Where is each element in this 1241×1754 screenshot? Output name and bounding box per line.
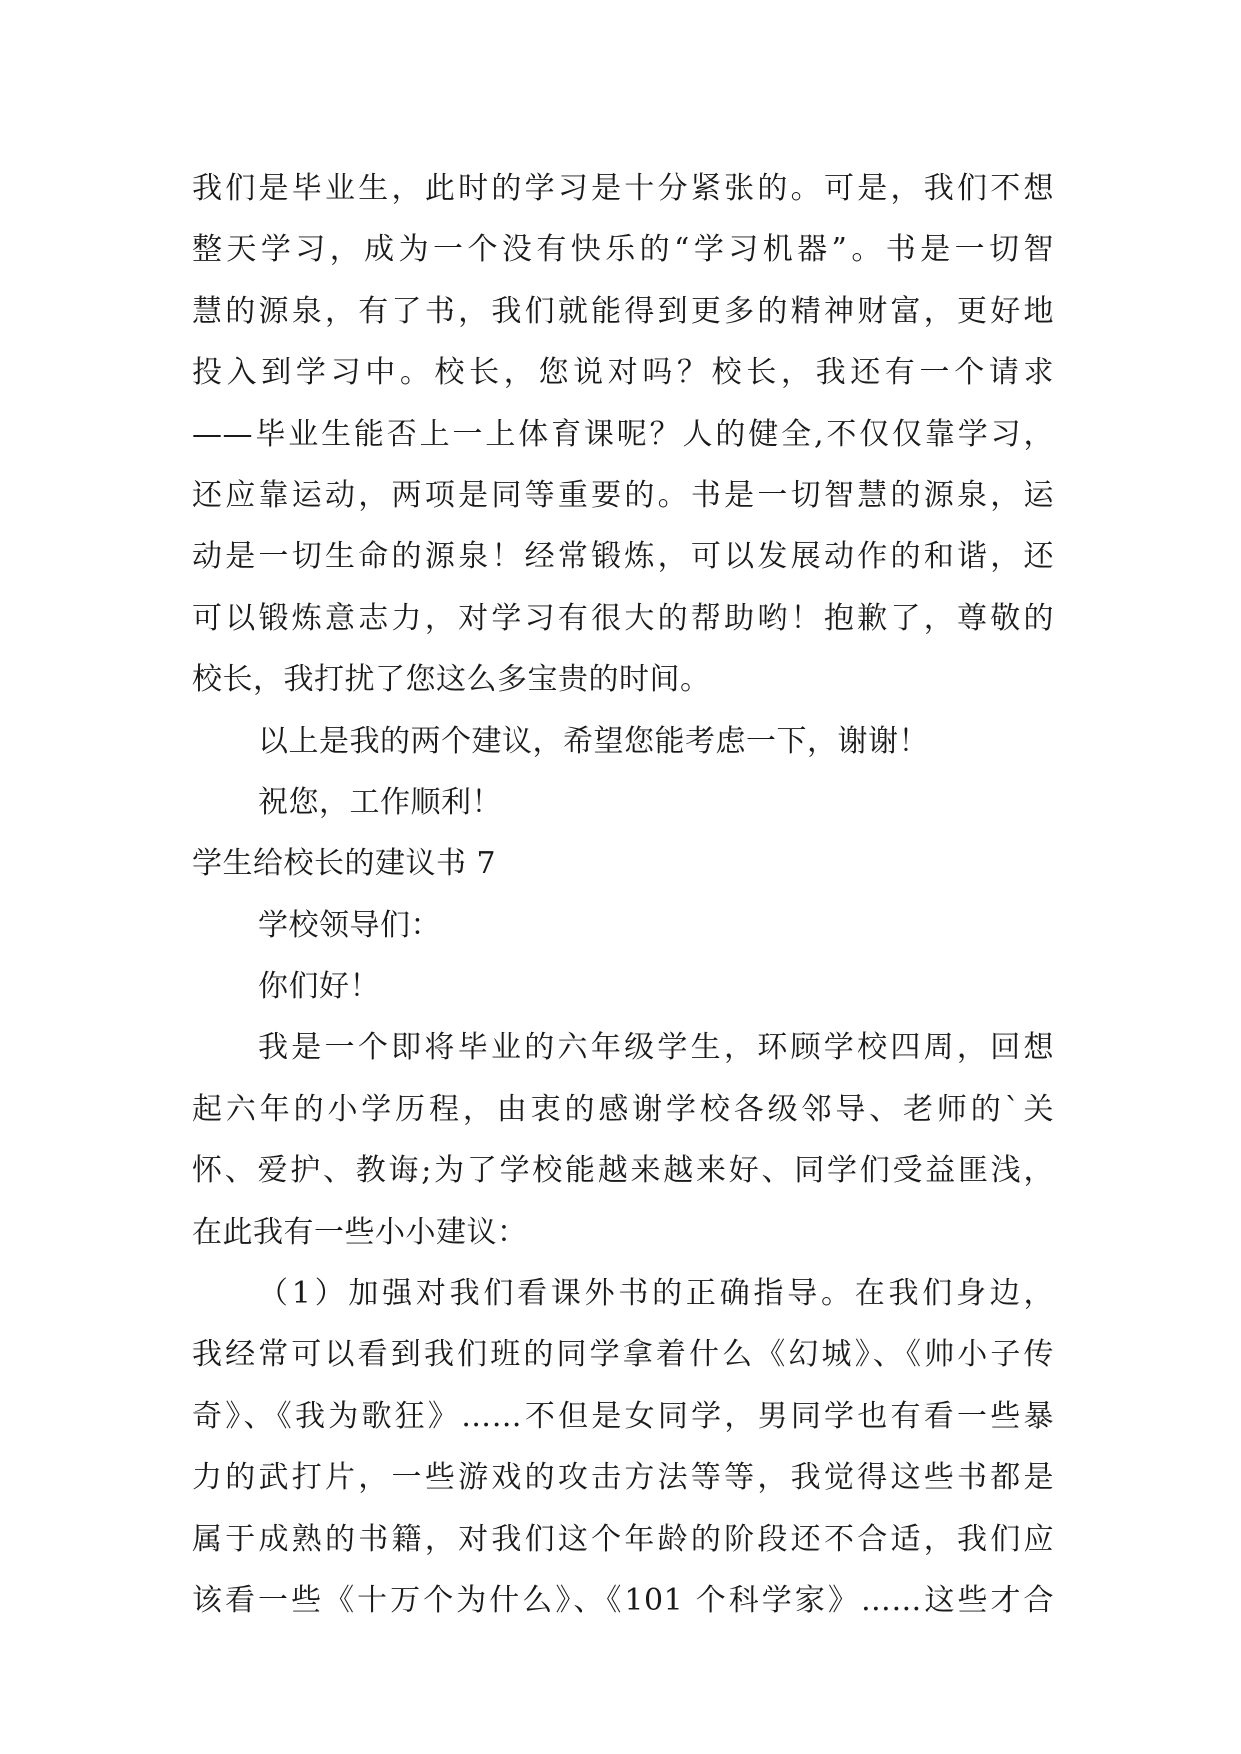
body-text — [192, 158, 1054, 1631]
text-line: 属于成熟的书籍，对我们这个年龄的阶段还不合适，我们应 — [192, 1521, 1054, 1557]
text-line: 投入到学习中。校长，您说对吗？校长，我还有一个请求 — [192, 355, 1054, 391]
text-line: 在此我有一些小小建议： — [192, 1214, 528, 1250]
greeting: 你们好！ — [258, 969, 380, 1005]
text-line: （1）加强对我们看课外书的正确指导。在我们身边， — [258, 1276, 1054, 1312]
text-line: 该看一些《十万个为什么》、《101 个科学家》……这些才合 — [192, 1582, 1054, 1618]
text-line: 奇》、《我为歌狂》……不但是女同学，男同学也有看一些暴 — [192, 1398, 1054, 1434]
text-line: 校长，我打扰了您这么多宝贵的时间。 — [192, 662, 711, 698]
text-line: 力的武打片，一些游戏的攻击方法等等，我觉得这些书都是 — [192, 1460, 1054, 1496]
closing-line: 祝您，工作顺利！ — [258, 784, 502, 820]
text-line: 我经常可以看到我们班的同学拿着什么《幻城》、《帅小子传 — [192, 1337, 1054, 1373]
text-line: 还应靠运动，两项是同等重要的。书是一切智慧的源泉，运 — [192, 477, 1054, 513]
text-line: 我们是毕业生，此时的学习是十分紧张的。可是，我们不想 — [192, 171, 1054, 206]
salutation: 学校领导们： — [258, 907, 441, 943]
text-line: 怀、爱护、教诲;为了学校能越来越来好、同学们受益匪浅， — [192, 1153, 1054, 1189]
text-line: 整天学习，成为一个没有快乐的“学习机器”。书是一切智 — [192, 232, 1054, 268]
text-line: 动是一切生命的源泉！经常锻炼，可以发展动作的和谐，还 — [192, 539, 1054, 575]
text-line: 起六年的小学历程，由衷的感谢学校各级邻导、老师的`关 — [192, 1091, 1054, 1127]
section-heading: 学生给校长的建议书 7 — [192, 846, 497, 882]
text-line: ——毕业生能否上一上体育课呢？人的健全,不仅仅靠学习， — [192, 416, 1054, 452]
text-line: 慧的源泉，有了书，我们就能得到更多的精神财富，更好地 — [192, 293, 1054, 329]
text-line: 我是一个即将毕业的六年级学生，环顾学校四周，回想 — [258, 1030, 1054, 1066]
text-line: 以上是我的两个建议，希望您能考虑一下，谢谢！ — [258, 723, 929, 759]
text-line: 可以锻炼意志力，对学习有很大的帮助哟！抱歉了，尊敬的 — [192, 600, 1054, 636]
